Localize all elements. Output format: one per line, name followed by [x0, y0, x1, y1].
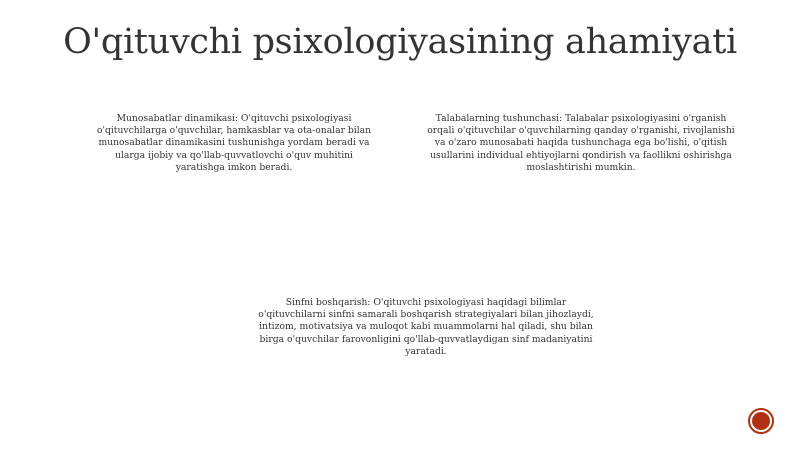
circle-icon: [752, 412, 770, 430]
text-block-student-understanding: Talabalarning tushunchasi: Talabalar psixologiyasini o'rganish orqali o'qituvchilar o'quvchilarning qanday o'rganishi, rivojlanishi va o'zaro munosabati haqida tushunchaga ega bo'lishi, o'qitish usullarini individual ehtiyojlarni qondirish va faollikni oshirishga moslashtirishi mumkin.: [427, 113, 735, 173]
text-block-classroom-management: Sinfni boshqarish: O'qituvchi psixologiyasi haqidagi bilimlar o'qituvchilarni sinfni samarali boshqarish strategiyalari bilan jihozlaydi, intizom, motivatsiya va muloqot kabi muammolarni hal qiladi, shu bilan birga o'quvchilar farovonligini qo'llab-quvvatlaydigan sinf madaniyatini yaratadi.: [258, 297, 594, 357]
text-block-relationship-dynamics: Munosabatlar dinamikasi: O'qituvchi psixologiyasi o'qituvchilarga o'quvchilar, hamkasblar va ota-onalar bilan munosabatlar dinamikasini tushunishga yordam beradi va ularga ijobiy va qo'llab-quvvatlovchi o'quv muhitini yaratishga imkon beradi.: [96, 113, 372, 173]
slide-nav-button[interactable]: [748, 408, 774, 434]
slide-title: O'qituvchi psixologiyasining ahamiyati: [63, 22, 737, 62]
